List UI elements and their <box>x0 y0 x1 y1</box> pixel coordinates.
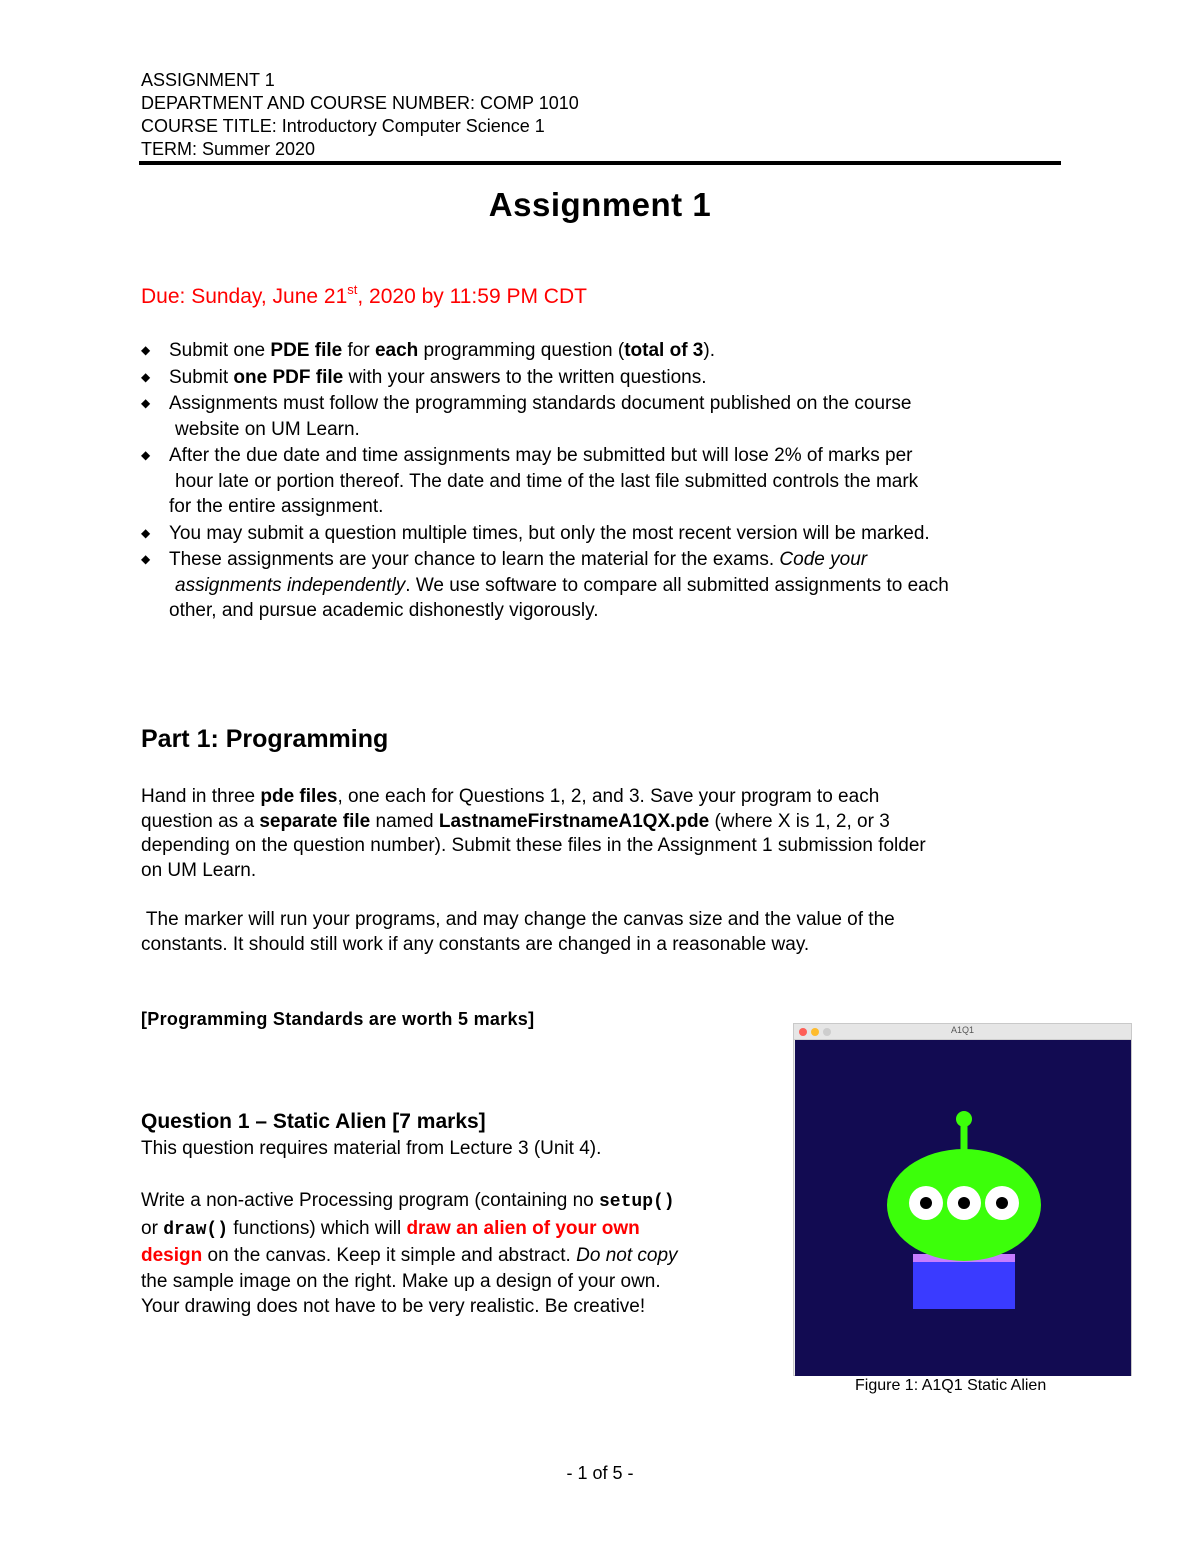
part1-paragraph-2 <box>141 908 1061 957</box>
instructions-list <box>141 338 1071 625</box>
code-text: setup() <box>599 1192 675 1212</box>
text: for <box>342 340 375 361</box>
code-text: draw() <box>163 1219 228 1240</box>
text: website on UM Learn. <box>175 418 360 440</box>
list-item <box>141 547 1071 624</box>
bold-text: pde files <box>260 786 338 807</box>
text: Submit one <box>169 340 271 361</box>
text: programming question ( <box>418 340 625 361</box>
text: After the due date and time assignments may be submitted but will lose 2% of marks per <box>169 445 913 466</box>
italic-text: assignments independently <box>175 574 406 596</box>
text: Hand in three <box>141 786 261 807</box>
standards-note: [Programming Standards are worth 5 marks] <box>141 1009 535 1029</box>
text: hour late or portion thereof. The date and time of the last file submitted controls the mark <box>175 470 919 492</box>
text: depending on the question number). Submit these files in the Assignment 1 submission folder <box>141 835 926 856</box>
header-course-number: DEPARTMENT AND COURSE NUMBER: COMP 1010 <box>141 93 579 113</box>
question1-heading: Question 1 – Static Alien [7 marks] <box>141 1110 486 1133</box>
alien-body <box>913 1262 1015 1309</box>
due-superscript: st <box>347 282 358 297</box>
list-item <box>141 443 1071 520</box>
bullet-icon: ◆ <box>141 525 151 540</box>
due-date <box>141 282 587 309</box>
text: , one each for Questions 1, 2, and 3. Save your program to each <box>337 786 880 807</box>
bullet-icon: ◆ <box>141 448 151 462</box>
bold-text: LastnameFirstnameA1QX.pde <box>438 810 710 832</box>
emphasis-text: draw an alien of your own <box>406 1217 640 1239</box>
header-course-title: COURSE TITLE: Introductory Computer Science 1 <box>141 116 545 136</box>
due-prefix: Due: Sunday, June 21 <box>141 285 348 308</box>
sample-output-window <box>793 1023 1132 1376</box>
italic-text: Code your <box>779 549 868 570</box>
alien-pupil-left <box>920 1197 932 1209</box>
part1-paragraph-1 <box>141 785 1061 883</box>
text: other, and pursue academic dishonestly vigorously. <box>169 600 599 621</box>
bold-text: PDE file <box>270 340 343 361</box>
window-title: A1Q1 <box>950 1025 974 1035</box>
alien-antenna-tip <box>956 1111 972 1127</box>
header-assignment: ASSIGNMENT 1 <box>141 70 275 90</box>
italic-text: Do not copy <box>576 1245 678 1266</box>
list-item <box>141 391 1071 442</box>
text: You may submit a question multiple times, but only the most recent version will be marked. <box>169 522 930 544</box>
bold-text: total of 3 <box>624 340 704 361</box>
bullet-icon: ◆ <box>141 396 151 410</box>
text: ). <box>703 340 715 361</box>
text: The marker will run your programs, and may change the canvas size and the value of the <box>141 909 895 930</box>
alien-pupil-right <box>996 1197 1008 1209</box>
question1-subtitle: This question requires material from Lecture 3 (Unit 4). <box>141 1138 602 1159</box>
bullet-icon: ◆ <box>141 343 151 357</box>
question1-body <box>141 1188 761 1320</box>
alien-pupil-middle <box>958 1197 970 1209</box>
bullet-icon: ◆ <box>141 552 151 566</box>
text: Your drawing does not have to be very realistic. Be creative! <box>141 1296 646 1317</box>
text: Write a non-active Processing program (containing no <box>141 1190 599 1211</box>
bold-text: one PDF file <box>233 366 344 388</box>
text: on UM Learn. <box>141 859 257 881</box>
text: functions) which will <box>228 1217 407 1239</box>
text: named <box>370 810 439 832</box>
window-titlebar <box>794 1024 1131 1040</box>
page-title: Assignment 1 <box>488 186 712 223</box>
header-term: TERM: Summer 2020 <box>141 139 316 159</box>
alien-canvas <box>795 1040 1131 1376</box>
alien-drawing <box>795 1040 1131 1376</box>
text: . We use software to compare all submitted assignments to each <box>405 574 949 596</box>
text: (where X is 1, 2, or 3 <box>709 810 890 832</box>
text: or <box>141 1217 164 1239</box>
figure-caption: Figure 1: A1Q1 Static Alien <box>855 1377 1047 1394</box>
text: question as a <box>141 810 260 832</box>
list-item <box>141 365 1071 391</box>
part1-heading: Part 1: Programming <box>141 725 389 753</box>
text: for the entire assignment. <box>169 496 384 517</box>
list-item <box>141 338 1071 364</box>
list-item <box>141 521 1071 547</box>
document-header <box>141 69 579 161</box>
text: on the canvas. Keep it simple and abstract. <box>202 1245 577 1266</box>
due-suffix: , 2020 by 11:59 PM CDT <box>357 285 587 308</box>
text: with your answers to the written questions. <box>343 366 707 388</box>
bold-text: separate file <box>259 810 371 832</box>
text: the sample image on the right. Make up a design of your own. <box>141 1270 661 1292</box>
bold-text: each <box>374 340 419 361</box>
bullet-icon: ◆ <box>141 369 151 384</box>
text: These assignments are your chance to learn the material for the exams. <box>169 549 780 570</box>
header-divider <box>139 161 1061 165</box>
page-number: - 1 of 5 - <box>566 1463 634 1483</box>
emphasis-text: design <box>141 1245 203 1266</box>
text: Submit <box>169 366 234 388</box>
text: constants. It should still work if any constants are changed in a reasonable way. <box>141 933 810 955</box>
text: Assignments must follow the programming standards document published on the course <box>169 393 912 414</box>
